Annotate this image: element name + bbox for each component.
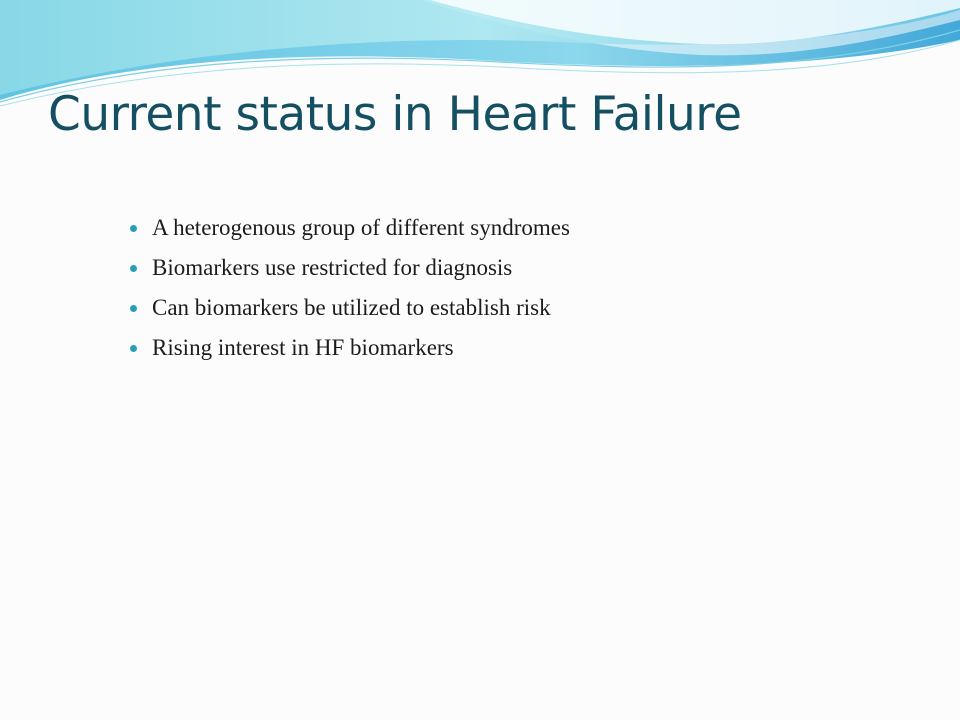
bullet-item (130, 288, 570, 328)
bullet-text: Can biomarkers be utilized to establish risk (152, 295, 551, 320)
bullet-dot-icon (130, 225, 137, 232)
bullet-dot-icon (130, 305, 137, 312)
bullet-list (130, 208, 570, 368)
slide-title: Current status in Heart Failure (48, 87, 742, 142)
bullet-dot-icon (130, 265, 137, 272)
bullet-text: Rising interest in HF biomarkers (152, 335, 454, 360)
bullet-text: A heterogenous group of different syndromes (152, 215, 570, 240)
bullet-item (130, 208, 570, 248)
bullet-item (130, 328, 570, 368)
bullet-text: Biomarkers use restricted for diagnosis (152, 255, 513, 280)
bullet-dot-icon (130, 345, 137, 352)
bullet-item (130, 248, 570, 288)
